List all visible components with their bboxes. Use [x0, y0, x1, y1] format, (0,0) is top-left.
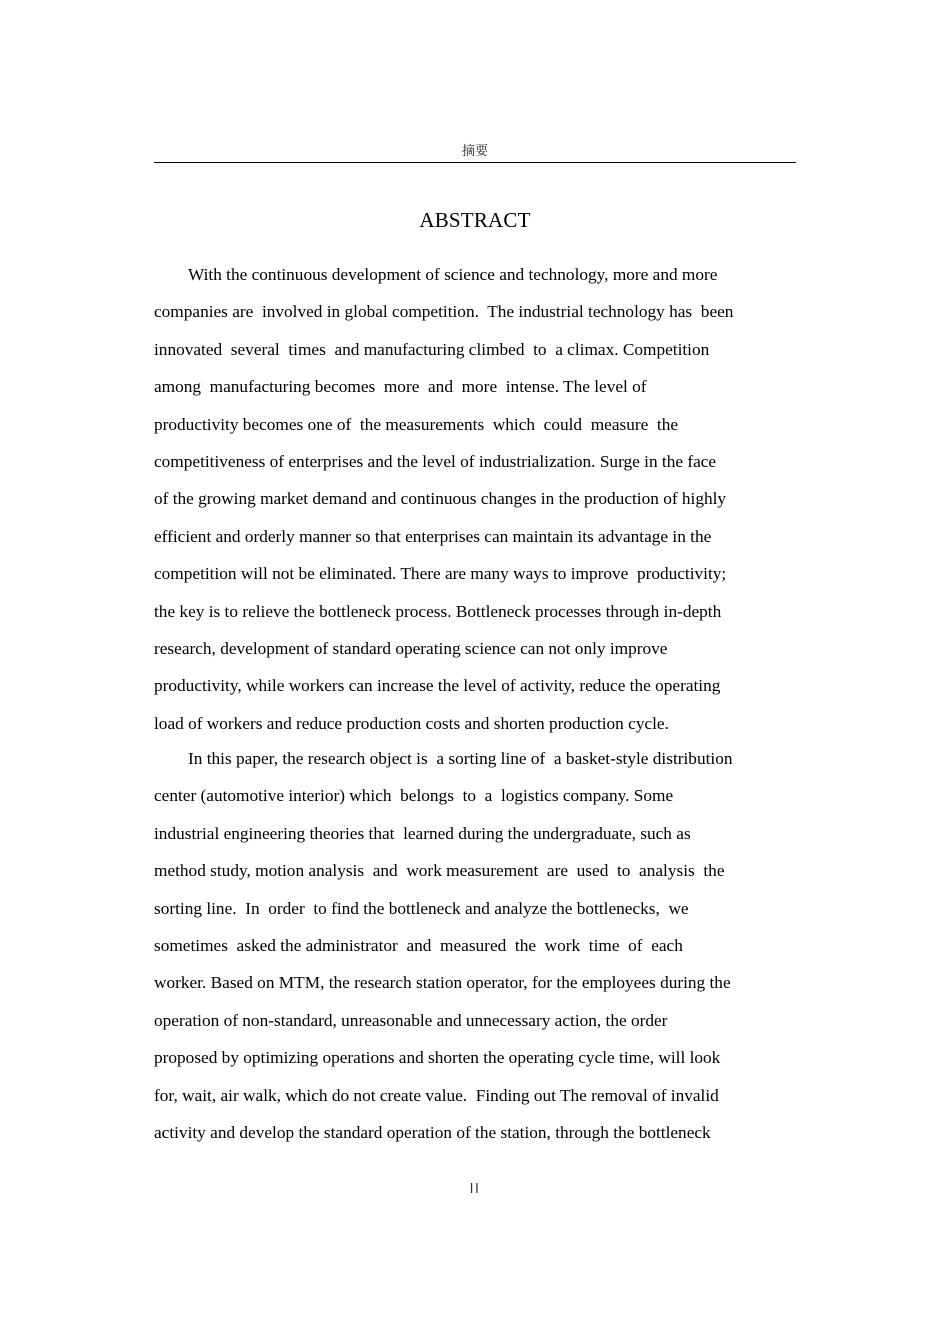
text-line: for, wait, air walk, which do not create value. Finding out The removal of invalid: [154, 1085, 719, 1105]
text-line: proposed by optimizing operations and shorten the operating cycle time, will look: [154, 1048, 721, 1068]
text-line: productivity, while workers can increase the level of activity, reduce the operating: [154, 676, 721, 696]
text-line: companies are involved in global competition. The industrial technology has been: [154, 302, 734, 322]
text-line: With the continuous development of science and technology, more and more: [188, 265, 718, 284]
running-header: 摘要: [461, 144, 488, 159]
abstract-body: [154, 256, 802, 1151]
text-line: operation of non-standard, unreasonable and unnecessary action, the order: [154, 1010, 668, 1030]
text-line: efficient and orderly manner so that enterprises can maintain its advantage in the: [154, 526, 712, 546]
text-line: industrial engineering theories that learned during the undergraduate, such as: [154, 823, 691, 843]
text-line: the key is to relieve the bottleneck process. Bottleneck processes through in-depth: [154, 601, 722, 621]
text-line: sometimes asked the administrator and measured the work time of each: [154, 936, 683, 956]
text-line: In this paper, the research object is a sorting line of a basket-style distribution: [188, 749, 733, 769]
text-line: center (automotive interior) which belongs to a logistics company. Some: [154, 786, 674, 806]
text-line: innovated several times and manufacturing climbed to a climax. Competition: [154, 339, 710, 359]
text-line: research, development of standard operating science can not only improve: [154, 638, 668, 658]
text-line: competitiveness of enterprises and the level of industrialization. Surge in the face: [154, 451, 717, 471]
page-number: II: [469, 1182, 481, 1197]
paragraph-1: [154, 256, 802, 742]
text-line: activity and develop the standard operation of the station, through the bottleneck: [154, 1122, 711, 1142]
text-line: sorting line. In order to find the bottleneck and analyze the bottlenecks, we: [154, 898, 689, 918]
text-line: method study, motion analysis and work measurement are used to analysis the: [154, 861, 725, 881]
abstract-title: ABSTRACT: [419, 208, 531, 232]
text-line: load of workers and reduce production costs and shorten production cycle.: [154, 713, 669, 733]
paragraph-2: [154, 740, 802, 1151]
text-line: worker. Based on MTM, the research station operator, for the employees during the: [154, 973, 731, 993]
text-line: competition will not be eliminated. There are many ways to improve productivity;: [154, 564, 727, 584]
text-line: productivity becomes one of the measurements which could measure the: [154, 414, 679, 434]
text-line: of the growing market demand and continuous changes in the production of highly: [154, 489, 727, 509]
header-rule: [154, 162, 796, 163]
text-line: among manufacturing becomes more and more intense. The level of: [154, 377, 647, 397]
